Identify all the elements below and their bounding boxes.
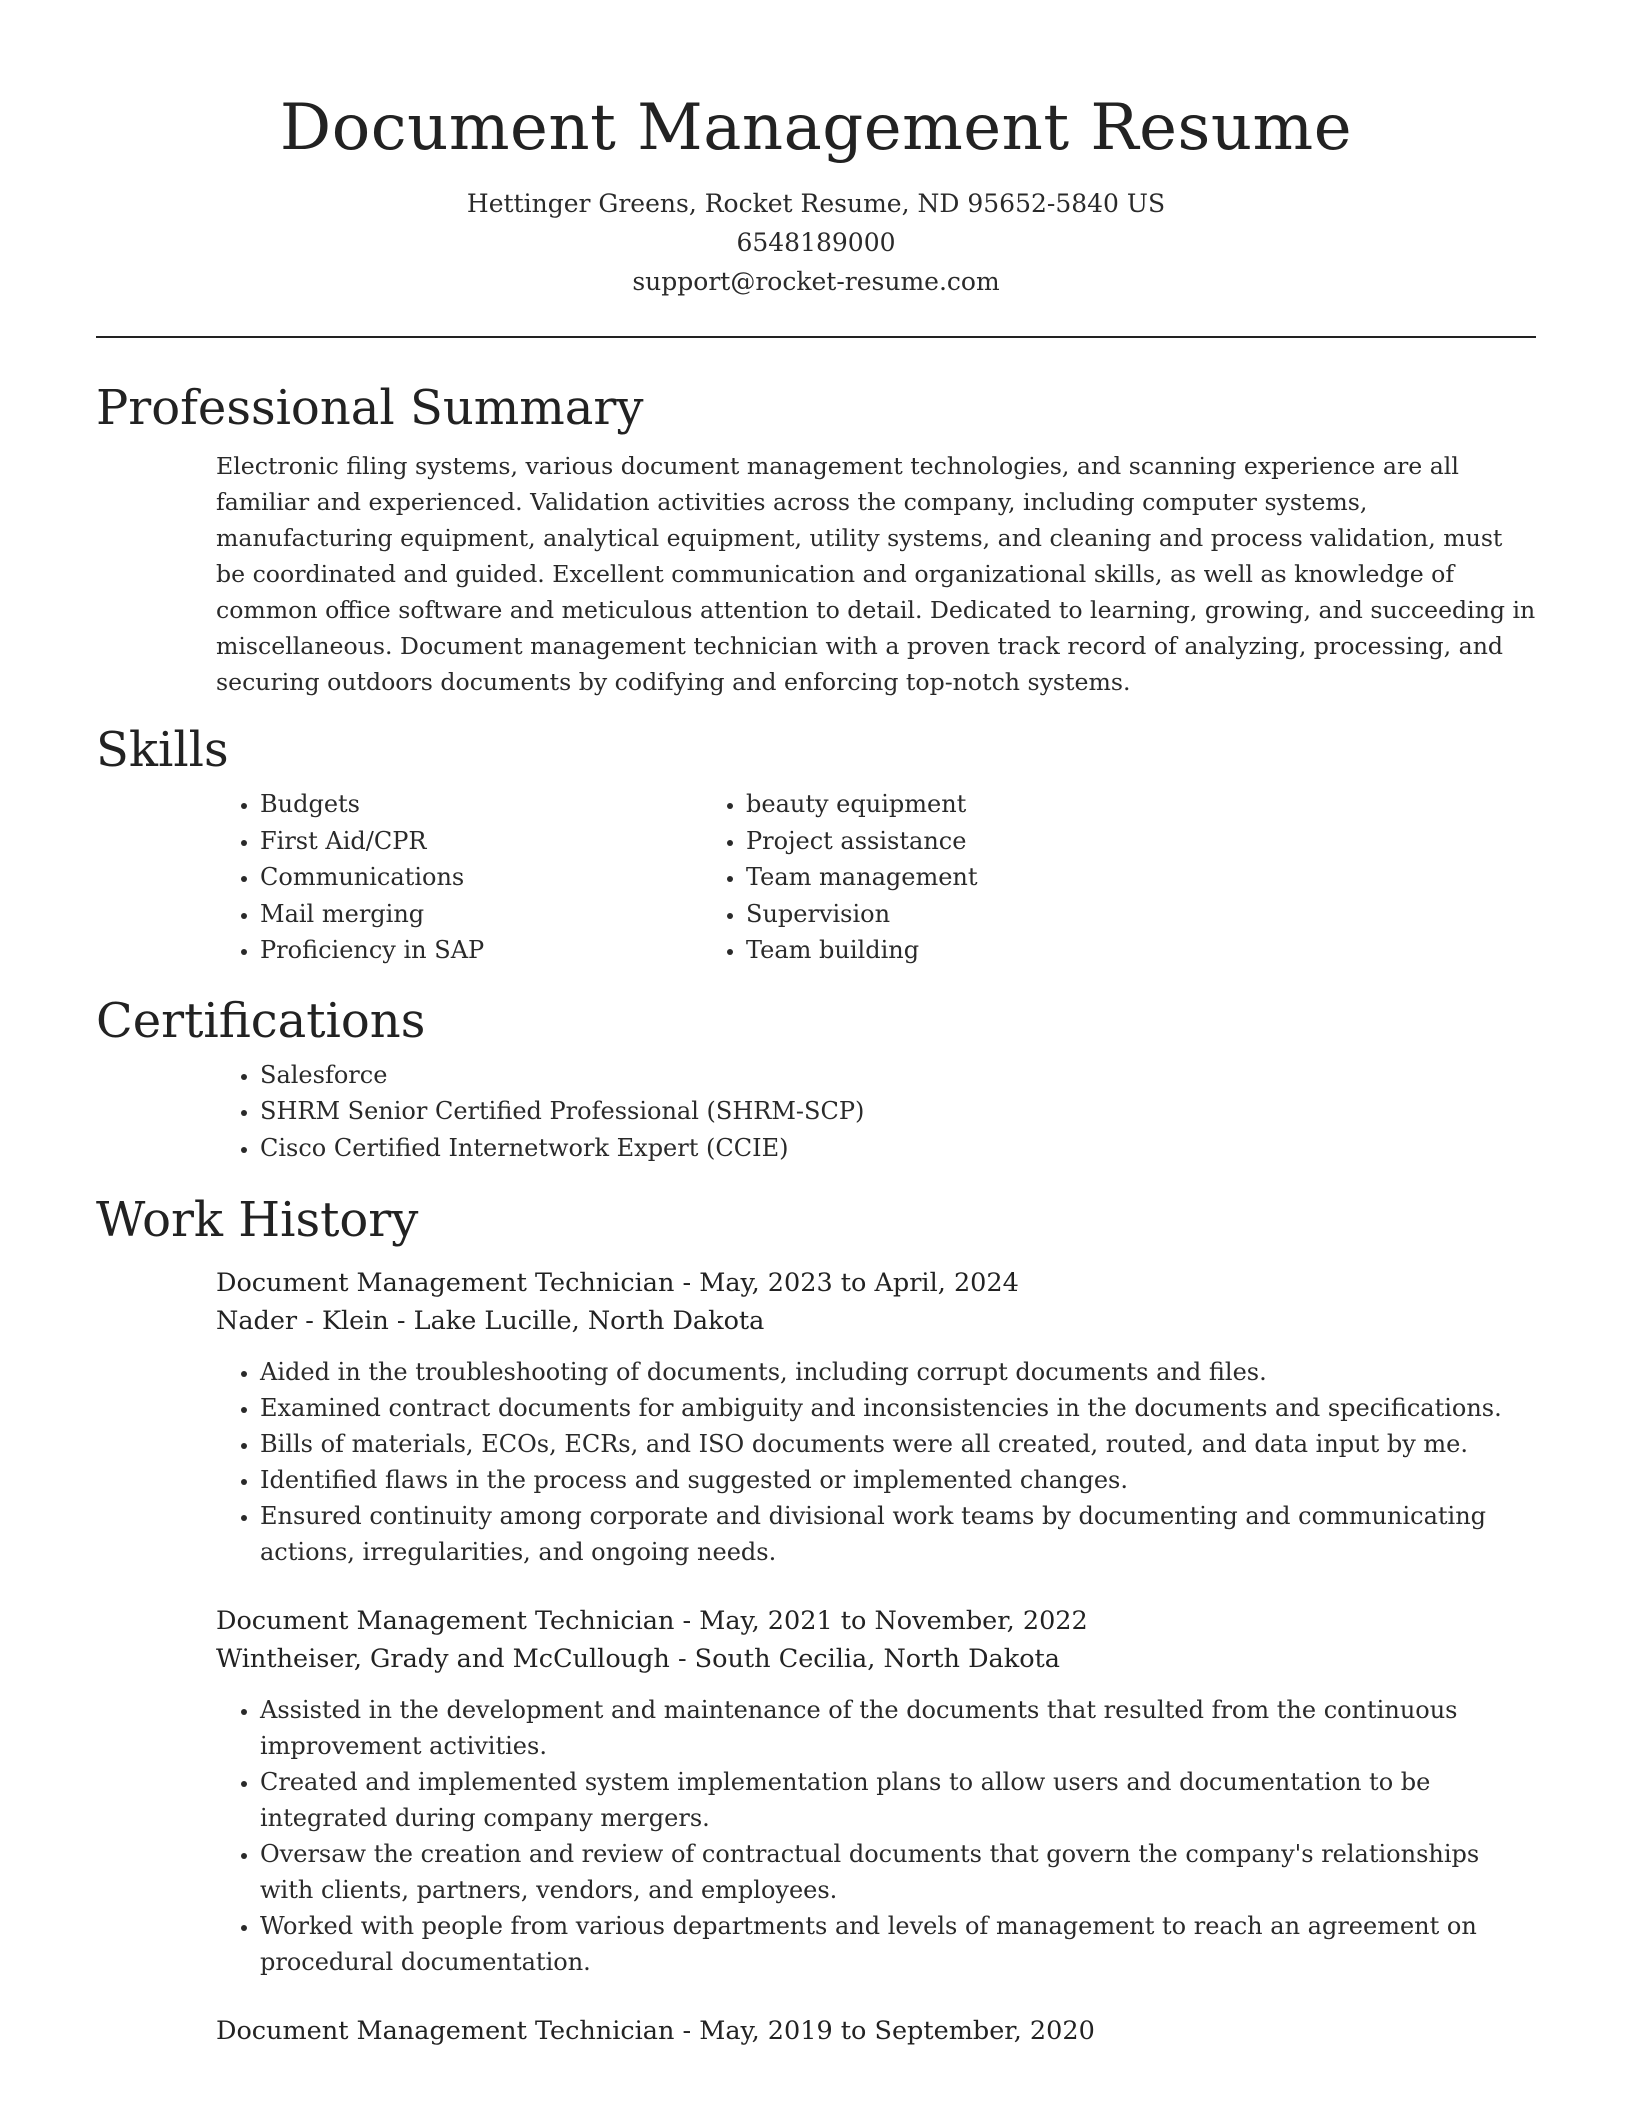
skill-item: • Supervision [746,896,1396,933]
work-history-heading: Work History [96,1192,419,1248]
duty-item: • Identified flaws in the process and suggested or implemented changes. [260,1462,1536,1498]
certification-item: • Salesforce [260,1057,1536,1094]
duty-item: • Ensured continuity among corporate and divisional work teams by documenting and communicating actions, irregularities, and ongoing needs. [260,1498,1536,1570]
certification-item: • Cisco Certified Internetwork Expert (CCIE) [260,1130,1536,1167]
skill-item: • Budgets [260,786,746,823]
certifications-heading: Certifications [96,992,426,1049]
certifications-list [96,1057,1536,1167]
contact-email: support@rocket-resume.com [632,267,1000,296]
duty-item: • Bills of materials, ECOs, ECRs, and ISO documents were all created, routed, and data input by me. [260,1426,1536,1462]
skills-heading: Skills [96,722,229,778]
summary-heading: Professional Summary [96,380,644,436]
job-company-line: Nader - Klein - Lake Lucille, North Dakota [216,1306,765,1336]
contact-block [96,184,1536,301]
skill-item: • Communications [260,859,746,896]
duty-item: • Assisted in the development and maintenance of the documents that resulted from the continuous improvement activities. [260,1692,1536,1764]
skill-item: • Team building [746,932,1396,969]
skill-item: • beauty equipment [746,786,1396,823]
skill-item: • Proficiency in SAP [260,932,746,969]
job-title-line: Document Management Technician - May, 2021 to November, 2022 [216,1606,1088,1636]
job-duties [216,1354,1536,1570]
duty-item: • Aided in the troubleshooting of documents, including corrupt documents and files. [260,1354,1536,1390]
job-duties [216,1692,1536,1980]
skill-item: • Team management [746,859,1396,896]
header-divider [96,336,1536,338]
skill-item: • First Aid/CPR [260,823,746,860]
job-entry [216,1264,1536,1570]
certification-item: • SHRM Senior Certified Professional (SHRM-SCP) [260,1093,1536,1130]
job-entry [216,1602,1536,1980]
duty-item: • Worked with people from various departments and levels of management to reach an agreement on procedural documentation. [260,1908,1536,1980]
duty-item: • Created and implemented system implementation plans to allow users and documentation to be integrated during company mergers. [260,1764,1536,1836]
job-title-line: Document Management Technician - May, 2023 to April, 2024 [216,1268,1019,1298]
contact-phone: 6548189000 [736,228,896,257]
job-title-line: Document Management Technician - May, 2019 to September, 2020 [216,2016,1095,2046]
summary-text: Electronic filing systems, various document management technologies, and scanning experience are all familiar and experienced. Validation activities across the company, including computer systems, manufacturing equipment, analytical equipment, utility systems, and cleaning and process validation, must be coordinated and guided. Excellent communication and organizational skills, as well as knowledge of common office software and meticulous attention to detail. Dedicated to learning, growing, and succeeding in miscellaneous. Document management technician with a proven track record of analyzing, processing, and securing outdoors documents by codifying and enforcing top-notch systems. [216,452,1536,696]
skills-column-left [96,786,746,969]
job-company-line: Wintheiser, Grady and McCullough - South Cecilia, North Dakota [216,1644,1060,1674]
duty-item: • Examined contract documents for ambiguity and inconsistencies in the documents and specifications. [260,1390,1536,1426]
skills-column-right [746,786,1396,969]
skill-item: • Mail merging [260,896,746,933]
resume-title: Document Management Resume [279,91,1353,165]
job-entry [216,2012,1536,2050]
contact-address: Hettinger Greens, Rocket Resume, ND 95652-5840 US [466,189,1166,218]
duty-item: • Oversaw the creation and review of contractual documents that govern the company's relationships with clients, partners, vendors, and employees. [260,1836,1536,1908]
skill-item: • Project assistance [746,823,1396,860]
skills-list [96,786,1536,969]
